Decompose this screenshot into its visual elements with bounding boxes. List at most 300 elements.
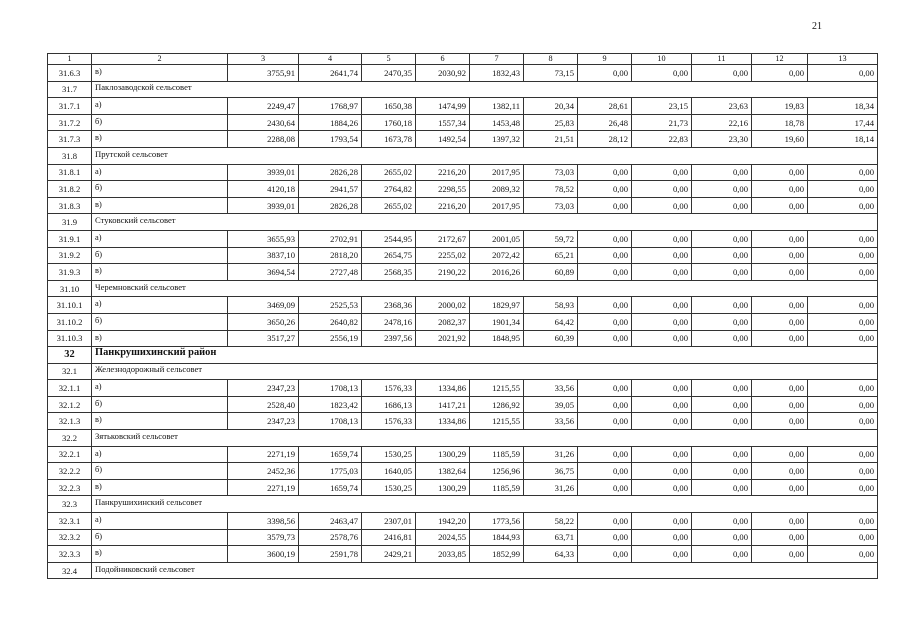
section-row <box>48 430 878 447</box>
value-cell: 1576,33 <box>362 413 416 430</box>
value-cell: 2826,28 <box>299 197 362 214</box>
column-header: 5 <box>362 54 416 65</box>
value-cell: 23,15 <box>632 98 692 115</box>
table-row <box>48 164 878 181</box>
value-cell: 0,00 <box>632 197 692 214</box>
row-code: 32.1.2 <box>48 396 92 413</box>
value-cell: 0,00 <box>752 513 808 530</box>
value-cell: 2271,19 <box>228 479 299 496</box>
value-cell: 0,00 <box>692 380 752 397</box>
value-cell: 0,00 <box>632 396 692 413</box>
value-cell: 0,00 <box>752 463 808 480</box>
table-row <box>48 181 878 198</box>
value-cell: 2430,64 <box>228 114 299 131</box>
value-cell: 33,56 <box>524 380 578 397</box>
table-row <box>48 546 878 563</box>
row-code: 31.10.2 <box>48 313 92 330</box>
value-cell: 0,00 <box>692 446 752 463</box>
section-title-cell <box>92 430 878 447</box>
row-label: в) <box>92 546 228 563</box>
value-cell: 0,00 <box>752 529 808 546</box>
value-cell: 0,00 <box>808 297 878 314</box>
value-cell: 2288,08 <box>228 131 299 148</box>
value-cell: 2556,19 <box>299 330 362 347</box>
value-cell: 2249,47 <box>228 98 299 115</box>
table-row <box>48 230 878 247</box>
value-cell: 0,00 <box>578 546 632 563</box>
value-cell: 3469,09 <box>228 297 299 314</box>
value-cell: 0,00 <box>692 65 752 82</box>
value-cell: 0,00 <box>692 264 752 281</box>
value-cell: 0,00 <box>632 297 692 314</box>
row-code: 31.8.2 <box>48 181 92 198</box>
value-cell: 0,00 <box>578 197 632 214</box>
row-code: 32.2.2 <box>48 463 92 480</box>
value-cell: 1300,29 <box>416 446 470 463</box>
value-cell: 0,00 <box>808 164 878 181</box>
value-cell: 0,00 <box>632 313 692 330</box>
value-cell: 0,00 <box>808 330 878 347</box>
value-cell: 2347,23 <box>228 380 299 397</box>
value-cell: 0,00 <box>578 264 632 281</box>
value-cell: 1474,99 <box>416 98 470 115</box>
value-cell: 31,26 <box>524 479 578 496</box>
value-cell: 2024,55 <box>416 529 470 546</box>
value-cell: 25,83 <box>524 114 578 131</box>
value-cell: 1215,55 <box>470 380 524 397</box>
value-cell: 1823,42 <box>299 396 362 413</box>
value-cell: 0,00 <box>752 197 808 214</box>
row-code: 31.10 <box>48 280 92 297</box>
value-cell: 0,00 <box>632 513 692 530</box>
section-title: Железнодорожный сельсовет <box>95 364 203 375</box>
value-cell: 1793,54 <box>299 131 362 148</box>
table-row <box>48 529 878 546</box>
row-label: б) <box>92 463 228 480</box>
tariff-table <box>47 53 878 579</box>
table-row <box>48 330 878 347</box>
value-cell: 1382,64 <box>416 463 470 480</box>
value-cell: 0,00 <box>692 330 752 347</box>
section-title-cell <box>92 147 878 164</box>
value-cell: 22,83 <box>632 131 692 148</box>
value-cell: 2271,19 <box>228 446 299 463</box>
column-header: 7 <box>470 54 524 65</box>
value-cell: 3517,27 <box>228 330 299 347</box>
row-code: 32.3.3 <box>48 546 92 563</box>
value-cell: 0,00 <box>808 396 878 413</box>
table-row <box>48 98 878 115</box>
value-cell: 1884,26 <box>299 114 362 131</box>
value-cell: 0,00 <box>752 396 808 413</box>
value-cell: 22,16 <box>692 114 752 131</box>
value-cell: 0,00 <box>692 297 752 314</box>
value-cell: 2347,23 <box>228 413 299 430</box>
value-cell: 0,00 <box>692 247 752 264</box>
row-code: 32.3.2 <box>48 529 92 546</box>
value-cell: 0,00 <box>692 413 752 430</box>
table-row <box>48 197 878 214</box>
column-header: 3 <box>228 54 299 65</box>
value-cell: 1775,03 <box>299 463 362 480</box>
value-cell: 2307,01 <box>362 513 416 530</box>
row-label: в) <box>92 131 228 148</box>
row-label: а) <box>92 446 228 463</box>
section-title: Панкрушихинский сельсовет <box>95 497 202 508</box>
value-cell: 0,00 <box>752 164 808 181</box>
value-cell: 3837,10 <box>228 247 299 264</box>
value-cell: 0,00 <box>692 513 752 530</box>
table-row <box>48 247 878 264</box>
section-title: Прутской сельсовет <box>95 148 168 159</box>
value-cell: 0,00 <box>752 380 808 397</box>
value-cell: 0,00 <box>578 529 632 546</box>
value-cell: 2544,95 <box>362 230 416 247</box>
value-cell: 0,00 <box>808 65 878 82</box>
column-header: 2 <box>92 54 228 65</box>
value-cell: 2818,20 <box>299 247 362 264</box>
value-cell: 2641,74 <box>299 65 362 82</box>
row-label: в) <box>92 65 228 82</box>
value-cell: 0,00 <box>692 463 752 480</box>
value-cell: 2397,56 <box>362 330 416 347</box>
value-cell: 0,00 <box>632 413 692 430</box>
page-number: 21 <box>812 21 822 32</box>
table-row <box>48 396 878 413</box>
row-code: 31.9.1 <box>48 230 92 247</box>
row-code: 31.7.3 <box>48 131 92 148</box>
table-row <box>48 65 878 82</box>
value-cell: 2578,76 <box>299 529 362 546</box>
value-cell: 1659,74 <box>299 479 362 496</box>
value-cell: 1530,25 <box>362 446 416 463</box>
value-cell: 58,22 <box>524 513 578 530</box>
value-cell: 0,00 <box>692 529 752 546</box>
value-cell: 17,44 <box>808 114 878 131</box>
value-cell: 1659,74 <box>299 446 362 463</box>
value-cell: 3600,19 <box>228 546 299 563</box>
value-cell: 1844,93 <box>470 529 524 546</box>
value-cell: 0,00 <box>752 313 808 330</box>
value-cell: 0,00 <box>578 297 632 314</box>
value-cell: 0,00 <box>578 463 632 480</box>
value-cell: 0,00 <box>578 181 632 198</box>
value-cell: 0,00 <box>808 413 878 430</box>
value-cell: 0,00 <box>808 479 878 496</box>
value-cell: 2654,75 <box>362 247 416 264</box>
value-cell: 19,60 <box>752 131 808 148</box>
row-code: 31.8.3 <box>48 197 92 214</box>
value-cell: 1673,78 <box>362 131 416 148</box>
value-cell: 2941,57 <box>299 181 362 198</box>
value-cell: 1848,95 <box>470 330 524 347</box>
table-row <box>48 297 878 314</box>
section-title: Зятьковский сельсовет <box>95 430 178 441</box>
row-code: 31.8 <box>48 147 92 164</box>
header-row <box>48 54 878 65</box>
table-row <box>48 513 878 530</box>
value-cell: 0,00 <box>632 181 692 198</box>
row-code: 32.1 <box>48 363 92 380</box>
value-cell: 1185,59 <box>470 479 524 496</box>
section-title: Стуковский сельсовет <box>95 215 176 226</box>
section-row <box>48 562 878 579</box>
value-cell: 0,00 <box>808 264 878 281</box>
value-cell: 0,00 <box>692 313 752 330</box>
row-code: 31.10.3 <box>48 330 92 347</box>
value-cell: 1334,86 <box>416 380 470 397</box>
row-code: 31.9.3 <box>48 264 92 281</box>
row-code: 31.6.3 <box>48 65 92 82</box>
value-cell: 18,14 <box>808 131 878 148</box>
value-cell: 1829,97 <box>470 297 524 314</box>
value-cell: 2416,81 <box>362 529 416 546</box>
value-cell: 33,56 <box>524 413 578 430</box>
value-cell: 26,48 <box>578 114 632 131</box>
value-cell: 0,00 <box>578 413 632 430</box>
row-label: а) <box>92 380 228 397</box>
value-cell: 1530,25 <box>362 479 416 496</box>
value-cell: 1453,48 <box>470 114 524 131</box>
value-cell: 23,63 <box>692 98 752 115</box>
value-cell: 2172,67 <box>416 230 470 247</box>
value-cell: 0,00 <box>578 230 632 247</box>
value-cell: 0,00 <box>632 479 692 496</box>
value-cell: 64,33 <box>524 546 578 563</box>
value-cell: 2255,02 <box>416 247 470 264</box>
value-cell: 0,00 <box>578 479 632 496</box>
row-label: б) <box>92 247 228 264</box>
section-title: Черемновский сельсовет <box>95 281 186 292</box>
value-cell: 0,00 <box>578 313 632 330</box>
value-cell: 60,39 <box>524 330 578 347</box>
section-title: Паклозаводской сельсовет <box>95 82 192 93</box>
value-cell: 2429,21 <box>362 546 416 563</box>
value-cell: 0,00 <box>808 197 878 214</box>
value-cell: 0,00 <box>808 181 878 198</box>
value-cell: 2528,40 <box>228 396 299 413</box>
value-cell: 2216,20 <box>416 197 470 214</box>
value-cell: 3939,01 <box>228 164 299 181</box>
value-cell: 0,00 <box>692 479 752 496</box>
table-row <box>48 114 878 131</box>
value-cell: 0,00 <box>808 446 878 463</box>
table-row <box>48 413 878 430</box>
value-cell: 0,00 <box>632 164 692 181</box>
value-cell: 0,00 <box>808 230 878 247</box>
table-row <box>48 479 878 496</box>
value-cell: 2525,53 <box>299 297 362 314</box>
value-cell: 18,34 <box>808 98 878 115</box>
value-cell: 0,00 <box>632 446 692 463</box>
row-code: 32.1.1 <box>48 380 92 397</box>
value-cell: 73,03 <box>524 197 578 214</box>
value-cell: 63,71 <box>524 529 578 546</box>
value-cell: 0,00 <box>632 380 692 397</box>
section-row <box>48 214 878 231</box>
row-label: б) <box>92 181 228 198</box>
table-row <box>48 264 878 281</box>
value-cell: 3579,73 <box>228 529 299 546</box>
value-cell: 2478,16 <box>362 313 416 330</box>
value-cell: 2072,42 <box>470 247 524 264</box>
section-title-cell <box>92 214 878 231</box>
value-cell: 73,15 <box>524 65 578 82</box>
value-cell: 0,00 <box>692 181 752 198</box>
table-row <box>48 463 878 480</box>
value-cell: 0,00 <box>632 546 692 563</box>
value-cell: 2298,55 <box>416 181 470 198</box>
value-cell: 1334,86 <box>416 413 470 430</box>
value-cell: 65,21 <box>524 247 578 264</box>
value-cell: 0,00 <box>578 330 632 347</box>
column-header: 11 <box>692 54 752 65</box>
value-cell: 59,72 <box>524 230 578 247</box>
value-cell: 23,30 <box>692 131 752 148</box>
column-header: 4 <box>299 54 362 65</box>
value-cell: 1832,43 <box>470 65 524 82</box>
value-cell: 0,00 <box>578 396 632 413</box>
value-cell: 0,00 <box>752 264 808 281</box>
row-label: б) <box>92 313 228 330</box>
value-cell: 0,00 <box>752 247 808 264</box>
value-cell: 1901,34 <box>470 313 524 330</box>
value-cell: 2470,35 <box>362 65 416 82</box>
value-cell: 2000,02 <box>416 297 470 314</box>
row-label: в) <box>92 413 228 430</box>
row-code: 32.1.3 <box>48 413 92 430</box>
value-cell: 2568,35 <box>362 264 416 281</box>
value-cell: 2082,37 <box>416 313 470 330</box>
row-label: в) <box>92 264 228 281</box>
row-code: 31.9 <box>48 214 92 231</box>
value-cell: 1256,96 <box>470 463 524 480</box>
value-cell: 0,00 <box>692 396 752 413</box>
value-cell: 3755,91 <box>228 65 299 82</box>
value-cell: 0,00 <box>632 65 692 82</box>
value-cell: 0,00 <box>632 264 692 281</box>
section-title: Панкрушихинский район <box>95 346 217 358</box>
value-cell: 73,03 <box>524 164 578 181</box>
row-label: б) <box>92 114 228 131</box>
value-cell: 0,00 <box>752 65 808 82</box>
row-label: б) <box>92 529 228 546</box>
table-row <box>48 131 878 148</box>
value-cell: 2216,20 <box>416 164 470 181</box>
value-cell: 3655,93 <box>228 230 299 247</box>
value-cell: 0,00 <box>752 230 808 247</box>
value-cell: 18,78 <box>752 114 808 131</box>
value-cell: 0,00 <box>632 247 692 264</box>
row-code: 31.10.1 <box>48 297 92 314</box>
value-cell: 0,00 <box>632 330 692 347</box>
value-cell: 0,00 <box>808 463 878 480</box>
value-cell: 39,05 <box>524 396 578 413</box>
value-cell: 1417,21 <box>416 396 470 413</box>
value-cell: 1708,13 <box>299 413 362 430</box>
value-cell: 31,26 <box>524 446 578 463</box>
row-code: 31.7 <box>48 81 92 98</box>
value-cell: 36,75 <box>524 463 578 480</box>
section-title-cell <box>92 81 878 98</box>
value-cell: 0,00 <box>578 446 632 463</box>
value-cell: 0,00 <box>808 529 878 546</box>
row-code: 32.2 <box>48 430 92 447</box>
value-cell: 0,00 <box>752 479 808 496</box>
value-cell: 21,73 <box>632 114 692 131</box>
value-cell: 1686,13 <box>362 396 416 413</box>
value-cell: 20,34 <box>524 98 578 115</box>
value-cell: 0,00 <box>752 181 808 198</box>
value-cell: 1215,55 <box>470 413 524 430</box>
row-code: 32.2.1 <box>48 446 92 463</box>
section-row <box>48 280 878 297</box>
value-cell: 2017,95 <box>470 197 524 214</box>
row-label: б) <box>92 396 228 413</box>
value-cell: 2190,22 <box>416 264 470 281</box>
row-code: 32.4 <box>48 562 92 579</box>
value-cell: 2030,92 <box>416 65 470 82</box>
section-row <box>48 496 878 513</box>
value-cell: 1397,32 <box>470 131 524 148</box>
value-cell: 2463,47 <box>299 513 362 530</box>
row-code: 32.3 <box>48 496 92 513</box>
value-cell: 3939,01 <box>228 197 299 214</box>
value-cell: 19,83 <box>752 98 808 115</box>
row-label: а) <box>92 98 228 115</box>
column-header: 13 <box>808 54 878 65</box>
value-cell: 0,00 <box>692 197 752 214</box>
section-title-cell <box>92 280 878 297</box>
value-cell: 1852,99 <box>470 546 524 563</box>
row-label: а) <box>92 297 228 314</box>
column-header: 10 <box>632 54 692 65</box>
value-cell: 2764,82 <box>362 181 416 198</box>
value-cell: 21,51 <box>524 131 578 148</box>
row-code: 31.7.1 <box>48 98 92 115</box>
value-cell: 0,00 <box>752 446 808 463</box>
value-cell: 0,00 <box>808 380 878 397</box>
value-cell: 0,00 <box>632 230 692 247</box>
section-row <box>48 347 878 364</box>
section-title-cell <box>92 363 878 380</box>
value-cell: 1576,33 <box>362 380 416 397</box>
value-cell: 2033,85 <box>416 546 470 563</box>
section-title-cell <box>92 562 878 579</box>
value-cell: 1773,56 <box>470 513 524 530</box>
value-cell: 0,00 <box>808 247 878 264</box>
section-title: Подойниковский сельсовет <box>95 563 195 574</box>
value-cell: 2826,28 <box>299 164 362 181</box>
value-cell: 1286,92 <box>470 396 524 413</box>
value-cell: 60,89 <box>524 264 578 281</box>
value-cell: 64,42 <box>524 313 578 330</box>
row-label: а) <box>92 164 228 181</box>
value-cell: 0,00 <box>808 546 878 563</box>
value-cell: 1557,34 <box>416 114 470 131</box>
row-label: в) <box>92 330 228 347</box>
value-cell: 1708,13 <box>299 380 362 397</box>
section-title-cell <box>92 496 878 513</box>
value-cell: 0,00 <box>752 413 808 430</box>
value-cell: 0,00 <box>578 65 632 82</box>
value-cell: 0,00 <box>632 463 692 480</box>
row-label: а) <box>92 513 228 530</box>
value-cell: 0,00 <box>578 380 632 397</box>
column-header: 8 <box>524 54 578 65</box>
column-header: 9 <box>578 54 632 65</box>
value-cell: 3650,26 <box>228 313 299 330</box>
